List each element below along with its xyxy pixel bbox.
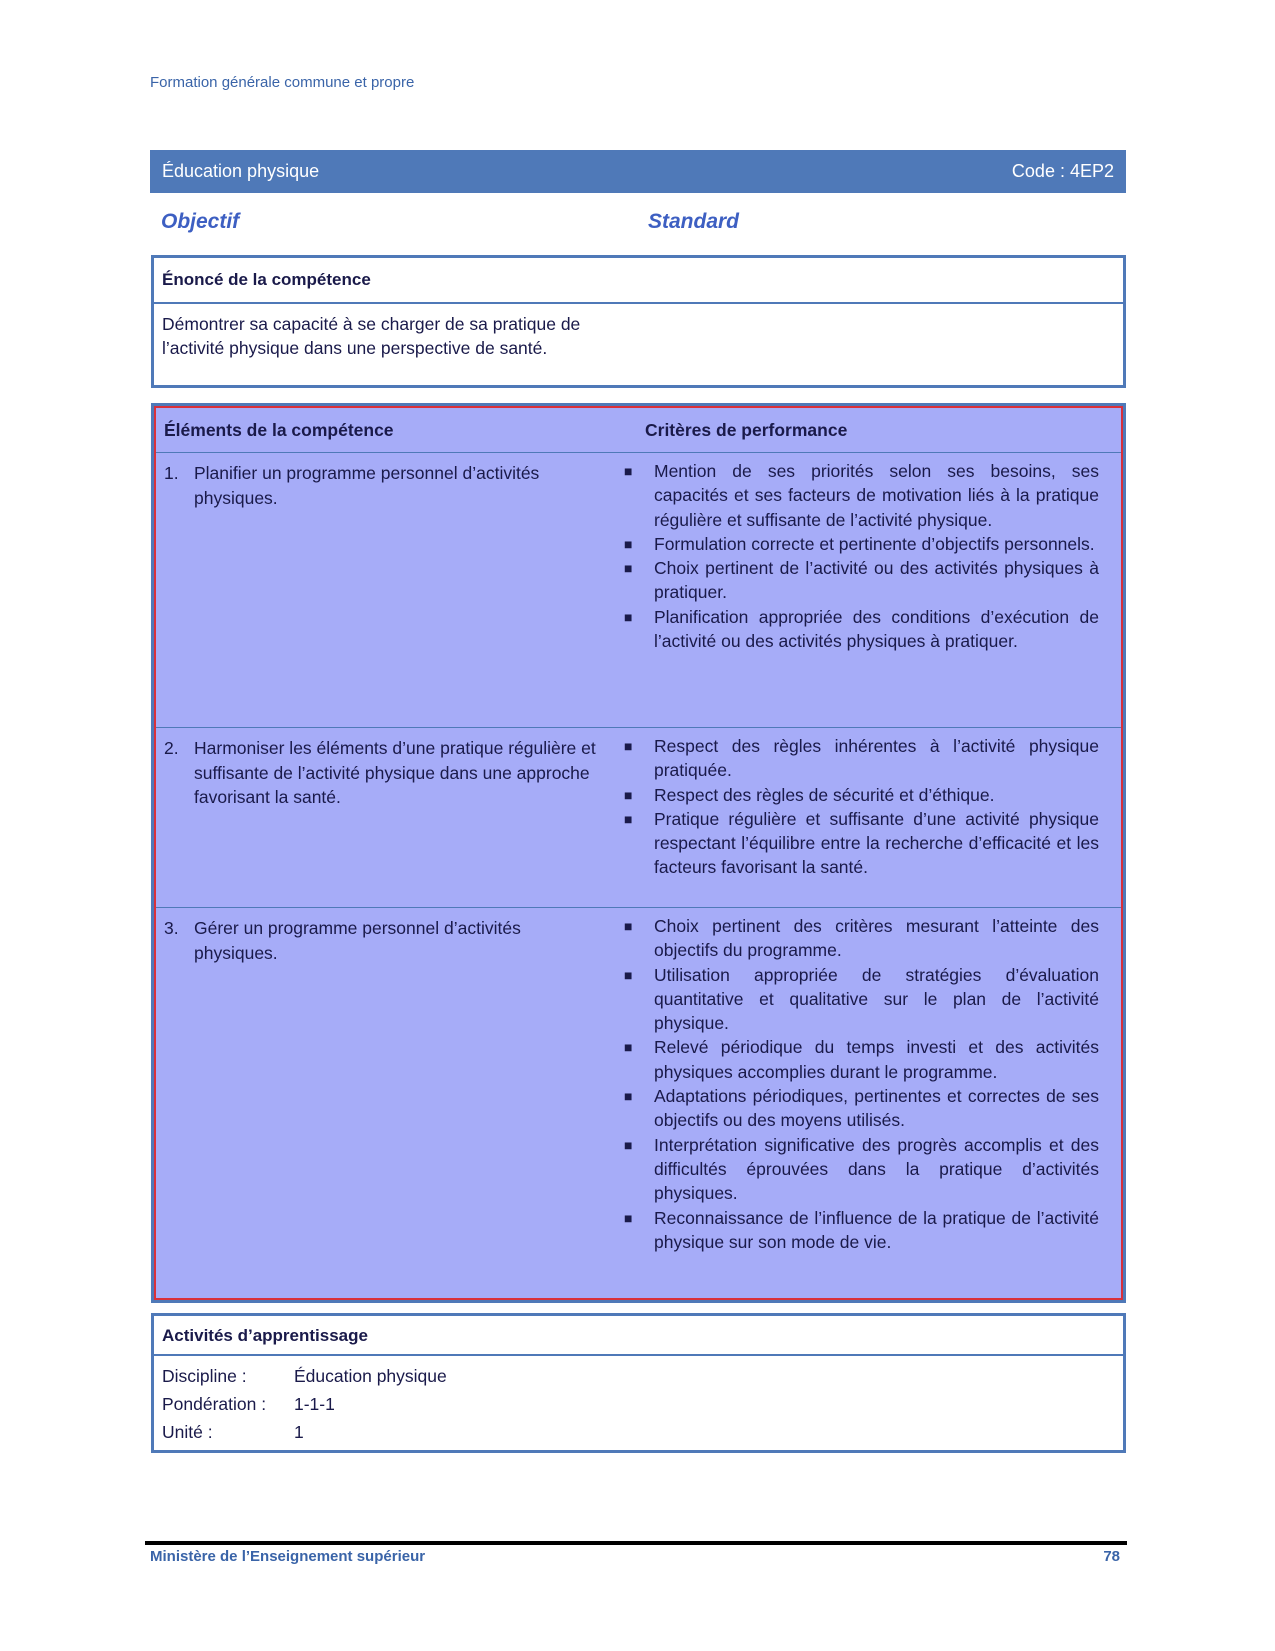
criterion-text: Respect des règles inhérentes à l’activité physique pratiquée. (654, 736, 1099, 781)
criterion-text: Formulation correcte et pertinente d’objectifs personnels. (654, 533, 1095, 554)
page-header: Formation générale commune et propre (150, 74, 415, 91)
bullet-icon: ■ (624, 966, 633, 983)
enonce-box (151, 255, 1126, 388)
unite-line (162, 1418, 1115, 1446)
element-number: 2. (164, 738, 179, 758)
bullet-icon: ■ (624, 810, 633, 827)
ponderation-label: Pondération : (162, 1393, 267, 1414)
page-footer (150, 1548, 1120, 1565)
standard-heading: Standard (648, 210, 740, 233)
unite-label: Unité : (162, 1421, 213, 1442)
list-item (624, 914, 1099, 963)
criterion-text: Choix pertinent de l’activité ou des activités physiques à pratiquer. (654, 558, 1099, 603)
bullet-icon: ■ (624, 463, 633, 479)
criterion-text: Adaptations périodiques, pertinentes et correctes de ses objectifs ou des moyens utilisés. (654, 1086, 1099, 1131)
discipline-line (162, 1362, 1115, 1390)
criterion-text: Utilisation appropriée de stratégies d’évaluation quantitative et qualitative sur le plan de l’activité physique. (654, 964, 1099, 1034)
footer-rule (145, 1541, 1127, 1545)
criterion-text: Respect des règles de sécurité et d’éthique. (654, 784, 995, 805)
list-item (624, 1035, 1099, 1084)
criteres-heading: Critères de performance (645, 420, 848, 440)
criterion-text: Reconnaissance de l’influence de la pratique de l’activité physique sur son mode de vie. (654, 1207, 1099, 1252)
bullet-icon: ■ (624, 1039, 633, 1056)
discipline-value: Éducation physique (294, 1365, 447, 1386)
criterion-text: Relevé périodique du temps investi et des activités physiques accomplies durant le programme. (654, 1037, 1099, 1082)
column-headings (161, 210, 1076, 238)
elements-table-header (156, 408, 1121, 453)
list-item (624, 556, 1099, 605)
bullet-icon: ■ (624, 560, 633, 577)
unite-value: 1 (294, 1421, 304, 1442)
course-title: Éducation physique (162, 161, 320, 181)
list-item (624, 807, 1099, 880)
element-text: Harmoniser les éléments d’une pratique régulière et suffisante de l’activité physique dans une approche favorisant la santé. (194, 738, 596, 807)
list-item (624, 1084, 1099, 1133)
criterion-text: Interprétation significative des progrès accomplis et des difficultés éprouvées dans la pratique d’activités physiques. (654, 1134, 1099, 1204)
element-item (164, 461, 609, 510)
bullet-icon: ■ (624, 1209, 633, 1226)
course-title-bar (150, 150, 1126, 193)
enonce-text: Démontrer sa capacité à se charger de sa pratique de l’activité physique dans une perspective de santé. (162, 314, 581, 358)
criterion-text: Choix pertinent des critères mesurant l’atteinte des objectifs du programme. (654, 916, 1099, 961)
criteria-list (624, 459, 1099, 653)
course-code: Code : 4EP2 (1011, 161, 1114, 181)
criteria-list (624, 914, 1099, 1254)
bullet-icon: ■ (624, 1088, 633, 1105)
bullet-icon: ■ (624, 1136, 633, 1153)
element-number: 1. (164, 463, 179, 483)
list-item (624, 1133, 1099, 1206)
footer-ministry: Ministère de l’Enseignement supérieur (150, 1548, 426, 1565)
list-item (624, 783, 1099, 807)
discipline-label: Discipline : (162, 1365, 247, 1386)
page-number: 78 (1103, 1548, 1120, 1565)
bullet-icon: ■ (624, 535, 633, 552)
element-item (164, 736, 609, 810)
elements-box (151, 403, 1126, 1303)
enonce-heading: Énoncé de la compétence (154, 258, 1123, 304)
criterion-text: Planification appropriée des conditions d’exécution de l’activité ou des activités physiques à pratiquer. (654, 606, 1099, 652)
element-item (164, 916, 609, 965)
list-item (624, 1206, 1099, 1255)
objectif-heading: Objectif (161, 210, 240, 233)
activites-details (154, 1356, 1123, 1446)
table-row (156, 453, 1121, 728)
list-item (624, 963, 1099, 1036)
bullet-icon: ■ (624, 738, 633, 754)
table-row (156, 728, 1121, 908)
list-item (624, 605, 1099, 654)
criterion-text: Pratique régulière et suffisante d’une activité physique respectant l’équilibre entre la recherche d’efficacité et les facteurs favorisant la santé. (654, 808, 1099, 878)
activites-box (151, 1313, 1126, 1453)
list-item (624, 734, 1099, 783)
elements-table (154, 406, 1123, 1300)
list-item (624, 532, 1099, 556)
bullet-icon: ■ (624, 918, 633, 934)
element-text: Planifier un programme personnel d’activités physiques. (194, 463, 540, 508)
activites-heading: Activités d’apprentissage (154, 1316, 1123, 1356)
element-text: Gérer un programme personnel d’activités physiques. (194, 918, 521, 963)
bullet-icon: ■ (624, 786, 633, 803)
bullet-icon: ■ (624, 608, 633, 625)
criteria-list (624, 734, 1099, 880)
elements-heading: Éléments de la compétence (164, 420, 394, 440)
ponderation-line (162, 1390, 1115, 1418)
ponderation-value: 1-1-1 (294, 1393, 335, 1414)
element-number: 3. (164, 918, 179, 938)
list-item (624, 459, 1099, 532)
criterion-text: Mention de ses priorités selon ses besoins, ses capacités et ses facteurs de motivation liés à la pratique régulière et suffisante de l’activité physique. (654, 461, 1099, 530)
table-row (156, 908, 1121, 1303)
